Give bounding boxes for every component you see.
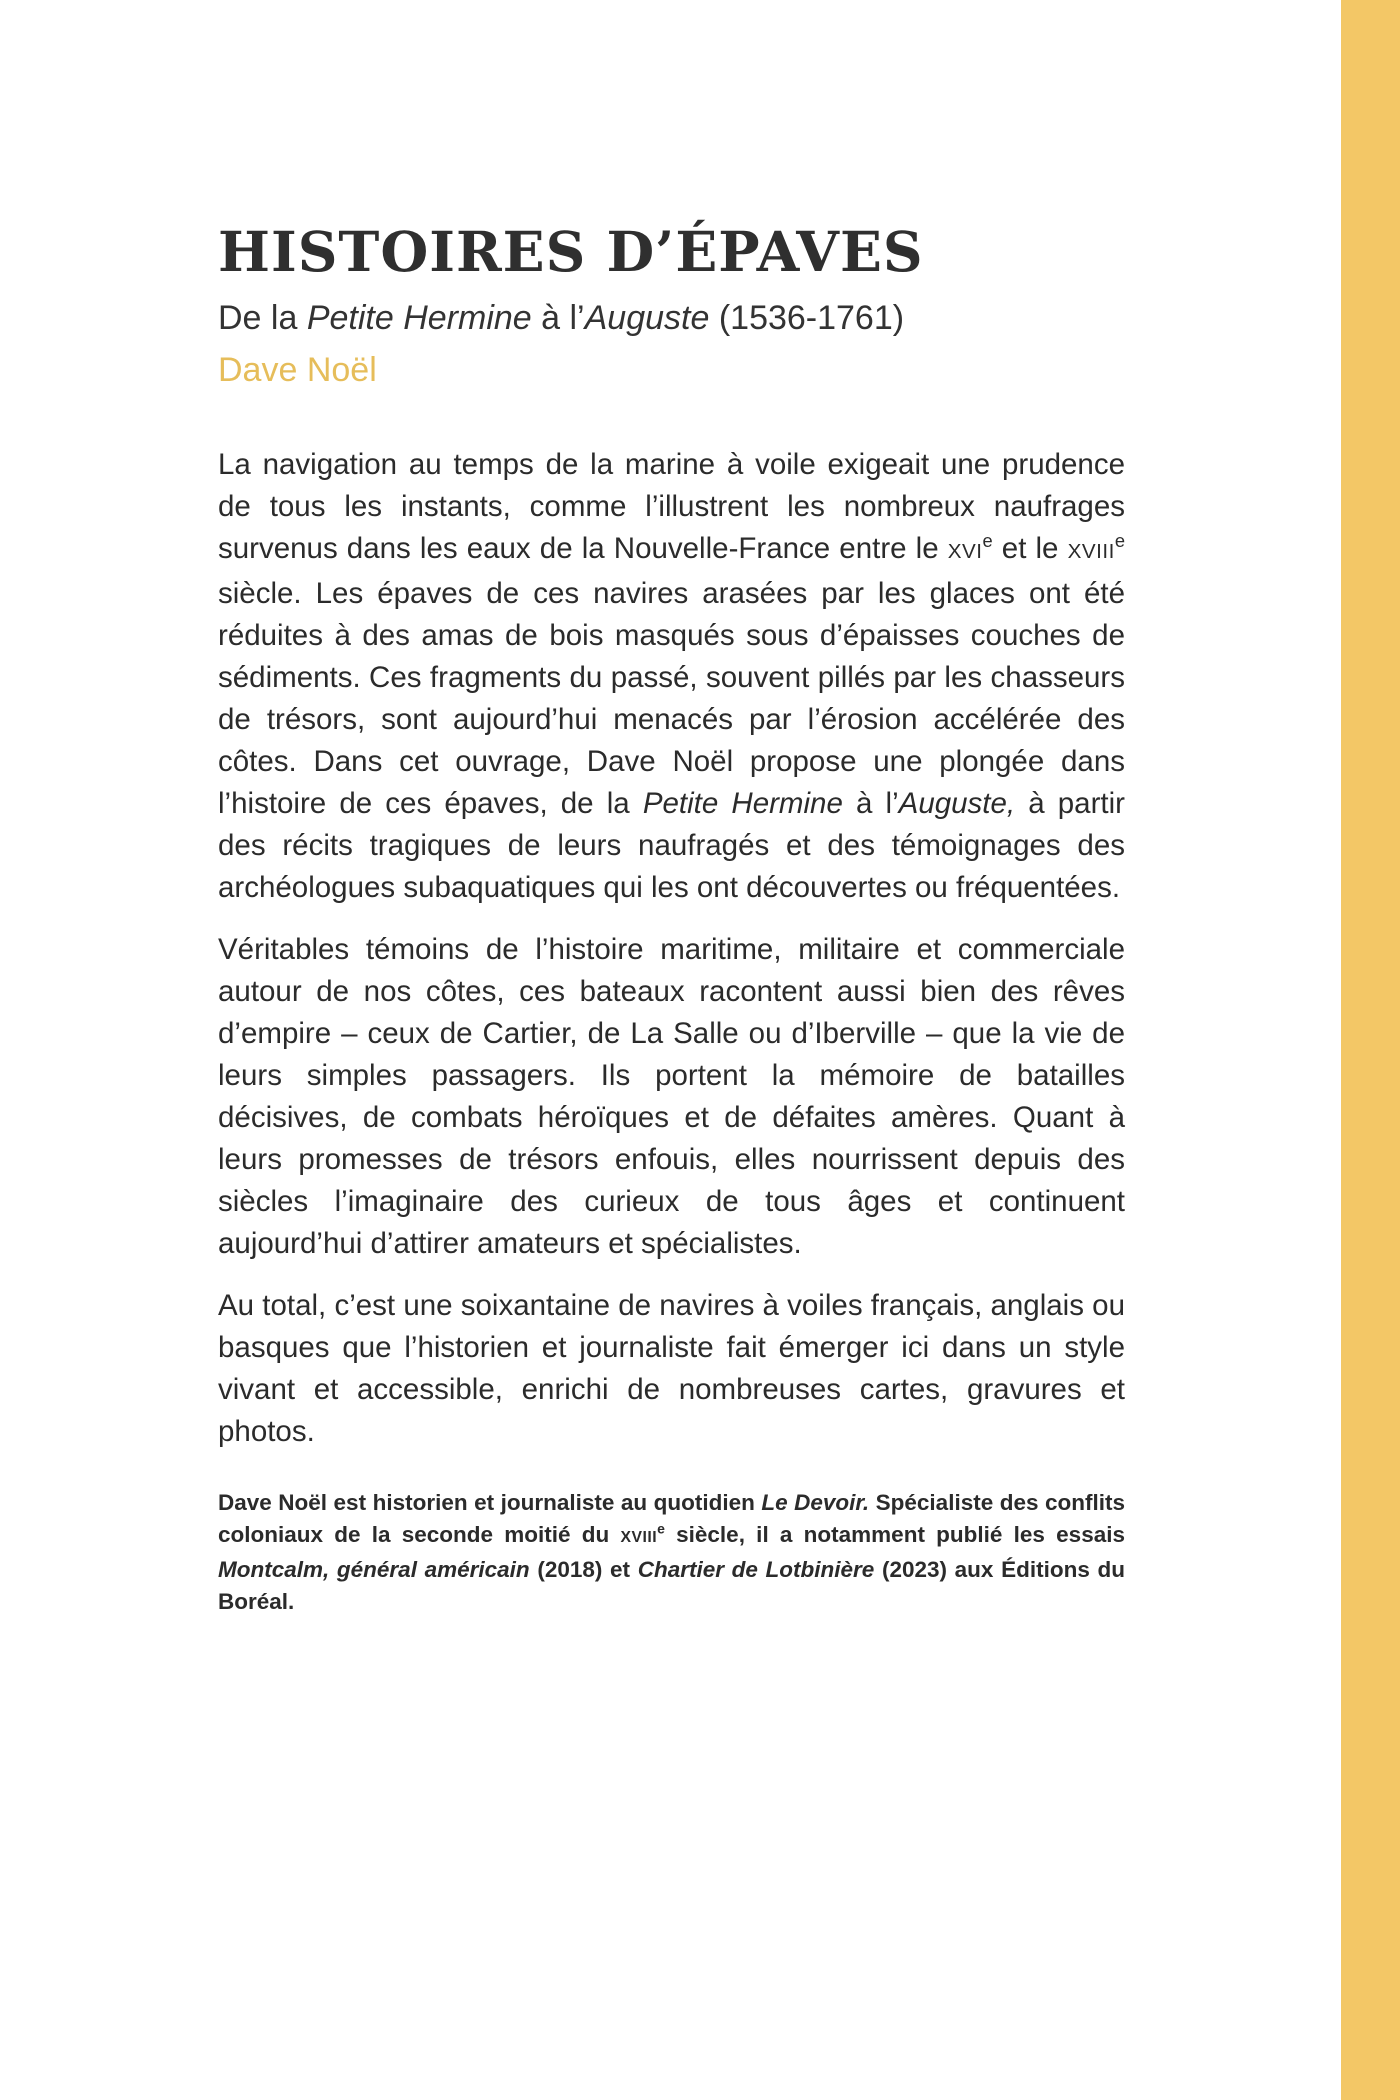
author-name: Dave Noël	[218, 351, 377, 389]
description-paragraph-1: La navigation au temps de la marine à voile exigeait une prudence de tous les instants, comme l’illustrent les nombreux naufrages survenus dans les eaux de la Nouvelle-France entre le XVIe et le XVIIIe siècle. Les épaves de ces navires arasées par les glaces ont été réduites à des amas de bois masqués sous d’épaisses couches de sédiments. Ces fragments du passé, souvent pillés par les chasseurs de trésors, sont aujourd’hui menacés par l’érosion accélérée des côtes. Dans cet ouvrage, Dave Noël propose une plongée dans l’histoire de ces épaves, de la Petite Hermine à l’Auguste, à partir des récits tragiques de leurs naufragés et des témoignages des archéologues subaquatiques qui les ont découvertes ou fréquentées.	[218, 448, 1125, 904]
ship-name: Petite Hermine	[306, 299, 532, 337]
description-paragraph-3: Au total, c’est une soixantaine de navires à voiles français, anglais ou basques que l’historien et journaliste fait émerger ici dans un style vivant et accessible, enrichi de nombreuses cartes, gravures et photos.	[218, 1289, 1125, 1448]
spine-color-stripe	[1341, 0, 1400, 2100]
ship-name: Auguste	[584, 299, 710, 337]
author-bio: Dave Noël est historien et journaliste au quotidien Le Devoir. Spécialiste des conflits coloniaux de la seconde moitié du XVIIIe siècle, il a notamment publié les essais Montcalm, général américain (2018) et Chartier de Lotbinière (2023) aux Éditions du Boréal.	[218, 1490, 1125, 1614]
back-cover-content	[218, 218, 1125, 1618]
book-subtitle: De la Petite Hermine à l’Auguste (1536-1761)	[218, 299, 905, 337]
book-description	[218, 444, 1125, 1453]
description-paragraph-2: Véritables témoins de l’histoire maritime, militaire et commerciale autour de nos côtes, ces bateaux racontent aussi bien des rêves d’empire – ceux de Cartier, de La Salle ou d’Iberville – que la vie de leurs simples passagers. Ils portent la mémoire de batailles décisives, de combats héroïques et de défaites amères. Quant à leurs promesses de trésors enfouis, elles nourrissent depuis des siècles l’imaginaire des curieux de tous âges et continuent aujourd’hui d’attirer amateurs et spécialistes.	[218, 933, 1125, 1260]
book-title: HISTOIRES D’ÉPAVES	[218, 219, 924, 284]
